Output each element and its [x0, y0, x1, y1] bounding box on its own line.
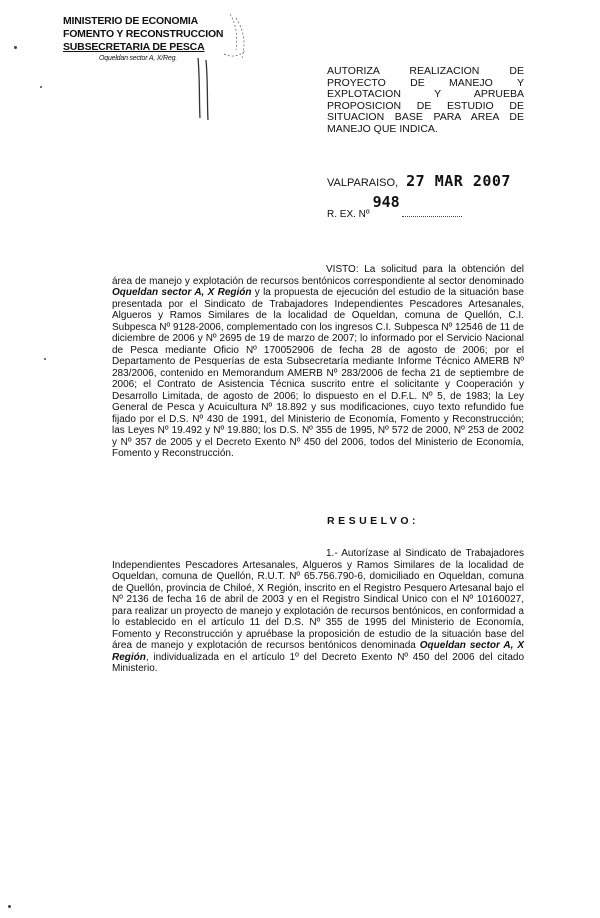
article-1-text-2: , individualizada en el artículo 1º del Decreto Exento Nº 450 del 2006 del citado Ministerio. — [112, 651, 524, 674]
handwritten-marks — [170, 10, 250, 120]
resolution-number — [327, 193, 462, 221]
scan-speck — [44, 358, 46, 360]
scan-speck — [40, 86, 42, 88]
date-stamp: 27 MAR 2007 — [406, 172, 511, 190]
resolution-subject: AUTORIZA REALIZACION DE PROYECTO DE MANEJO Y EXPLOTACION Y APRUEBA PROPOSICION DE ESTUDIO DE SITUACION BASE PARA AREA DE MANEJO QUE INDICA. — [327, 65, 524, 135]
letterhead-ministry: MINISTERIO DE ECONOMIA — [63, 15, 199, 27]
article-1-sector: Oqueldan sector A, X Región — [112, 640, 524, 663]
visto-label: VISTO: — [326, 264, 359, 275]
visto-sector: Oqueldan sector A, X Región — [112, 287, 252, 298]
scan-speck — [8, 905, 11, 908]
rex-underline — [402, 216, 462, 217]
rex-label: R. EX. Nº — [327, 209, 370, 220]
letterhead-ministry-2: FOMENTO Y RECONSTRUCCION — [63, 28, 224, 40]
letterhead-reference: Oqueldan sector A, X/Reg. — [99, 55, 178, 62]
visto-paragraph — [112, 264, 524, 460]
place: VALPARAISO, — [327, 177, 399, 189]
resuelvo-heading: RESUELVO: — [327, 515, 419, 527]
article-1-number: 1.- — [326, 548, 338, 559]
place-and-date — [327, 172, 511, 190]
visto-text-1: La solicitud para la obtención del área de manejo y explotación de recursos bentónicos correspondiente al sector denominado — [112, 264, 524, 287]
article-1 — [112, 548, 524, 675]
letterhead-subsecretaria: SUBSECRETARIA DE PESCA — [63, 41, 205, 53]
scan-speck — [14, 46, 17, 49]
rex-number: 948 — [372, 193, 400, 211]
visto-text-2: y la propuesta de ejecución del estudio de la situación base presentada por el Sindicato de Trabajadores Independientes Pescadores Artesanales, Algueros y Ramos Similares de la localidad de Oqueldan, comuna de Quellón, C.I. Subpesca Nº 9128-2006, complementado con los ingresos C.I. Subpesca Nº 12546 de 11 de diciembre de 2006 y Nº 2695 de 19 de marzo de 2007; lo informado por el Servicio Nacional de Pesca mediante Oficio Nº 170052906 de fecha 28 de agosto de 2006; por el Departamento de Pesquerías de esta Subsecretaría mediante Informe Técnico AMERB Nº 283/2006, contenido en Memorandum AMERB Nº 283/2006 de fecha 21 de septiembre de 2006; el Contrato de Asistencia Técnica suscrito entre el solicitante y Cooperación y Desarrollo Limitada, de agosto de 2006; lo dispuesto en el D.F.L. Nº 5, de 1983; la Ley General de Pesca y Acuicultura Nº 18.892 y sus modificaciones, cuyo texto refundido fue fijado por el D.S. Nº 430 de 1991, del Ministerio de Economía, Fomento y Reconstrucción; las Leyes Nº 19.492 y Nº 19.880; los D.S. Nº 355 de 1995, Nº 572 de 2000, Nº 253 de 2002 y Nº 357 de 2005 y el Decreto Exento Nº 450 del 2006, todos del Ministerio de Economía, Fomento y Reconstrucción. — [112, 287, 524, 459]
article-1-text-1: Autorízase al Sindicato de Trabajadores Independientes Pescadores Artesanales, Algueros y Ramos Similares de la localidad de Oqueldan, comuna de Quellón, R.U.T. Nº 65.756.790-6, domiciliado en Oqueldan, comuna de Quellón, provincia de Chiloé, X Región, inscrito en el Registro Pesquero Artesanal bajo el Nº 2136 de fecha 16 de abril de 2003 y en el Registro Sindical Unico con el Nº 10160027, para realizar un proyecto de manejo y explotación de recursos bentónicos, en conformidad a lo establecido en el artículo 11 del D.S. Nº 355 de 1995 del Ministerio de Economía, Fomento y Reconstrucción y apruébase la proposición de estudio de la situación base del área de manejo y explotación de recursos bentónicos denominada — [112, 548, 524, 651]
